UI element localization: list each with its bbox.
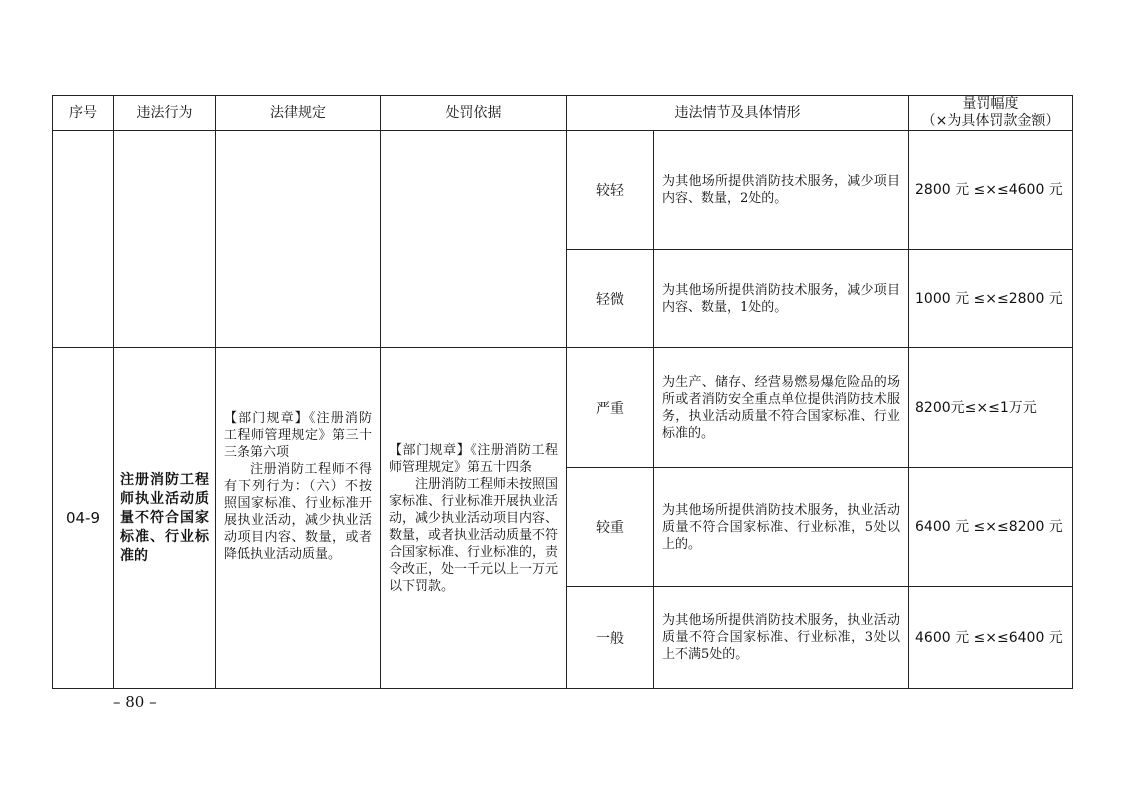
fine-range: 1000 元 ≤×≤2800 元	[909, 250, 1073, 348]
empty-cell	[216, 131, 381, 348]
violation-act: 注册消防工程师执业活动质量不符合国家标准、行业标准的	[114, 348, 216, 689]
circumstance-desc: 为其他场所提供消防技术服务，执业活动质量不符合国家标准、行业标准，3处以上不满5处的。	[654, 587, 909, 689]
law-body: 注册消防工程师不得有下列行为：（六）不按照国家标准、行业标准开展执业活动，减少执业活动项目内容、数量，或者降低执业活动质量。	[224, 462, 372, 562]
legal-provision	[216, 348, 381, 689]
header-range-line2: （×为具体罚款金额）	[921, 113, 1060, 129]
fine-range: 8200元≤×≤1万元	[909, 348, 1073, 468]
header-range	[909, 96, 1073, 131]
header-basis: 处罚依据	[381, 96, 567, 131]
header-act: 违法行为	[114, 96, 216, 131]
item-code: 04-9	[53, 348, 114, 689]
circumstance-desc: 为其他场所提供消防技术服务，执业活动质量不符合国家标准、行业标准，5处以上的。	[654, 468, 909, 587]
fine-range: 6400 元 ≤×≤8200 元	[909, 468, 1073, 587]
header-seq: 序号	[53, 96, 114, 131]
table-row	[53, 348, 1073, 468]
fine-range: 2800 元 ≤×≤4600 元	[909, 131, 1073, 250]
severity-level: 较轻	[567, 131, 654, 250]
empty-cell	[381, 131, 567, 348]
circumstance-desc: 为其他场所提供消防技术服务，减少项目内容、数量，1处的。	[654, 250, 909, 348]
penalty-basis	[381, 348, 567, 689]
header-row	[53, 96, 1073, 131]
circumstance-desc: 为生产、储存、经营易燃易爆危险品的场所或者消防安全重点单位提供消防技术服务，执业活动质量不符合国家标准、行业标准的。	[654, 348, 909, 468]
circumstance-desc: 为其他场所提供消防技术服务，减少项目内容、数量，2处的。	[654, 131, 909, 250]
page-number: – 80 –	[113, 693, 157, 711]
severity-level: 较重	[567, 468, 654, 587]
empty-cell	[114, 131, 216, 348]
severity-level: 轻微	[567, 250, 654, 348]
table-row	[53, 131, 1073, 250]
empty-cell	[53, 131, 114, 348]
severity-level: 一般	[567, 587, 654, 689]
header-circumstance: 违法情节及具体情形	[567, 96, 909, 131]
severity-level: 严重	[567, 348, 654, 468]
penalty-table	[52, 95, 1073, 689]
header-law: 法律规定	[216, 96, 381, 131]
fine-range: 4600 元 ≤×≤6400 元	[909, 587, 1073, 689]
basis-body: 注册消防工程师未按照国家标准、行业标准开展执业活动，减少执业活动项目内容、数量，或者执业活动质量不符合国家标准、行业标准的，责令改正，处一千元以上一万元以下罚款。	[389, 476, 559, 594]
basis-title: 【部门规章】《注册消防工程师管理规定》第五十四条	[389, 442, 558, 475]
law-title: 【部门规章】《注册消防工程师管理规定》第三十三条第六项	[224, 411, 372, 460]
header-range-line1: 量罚幅度	[962, 96, 1019, 112]
